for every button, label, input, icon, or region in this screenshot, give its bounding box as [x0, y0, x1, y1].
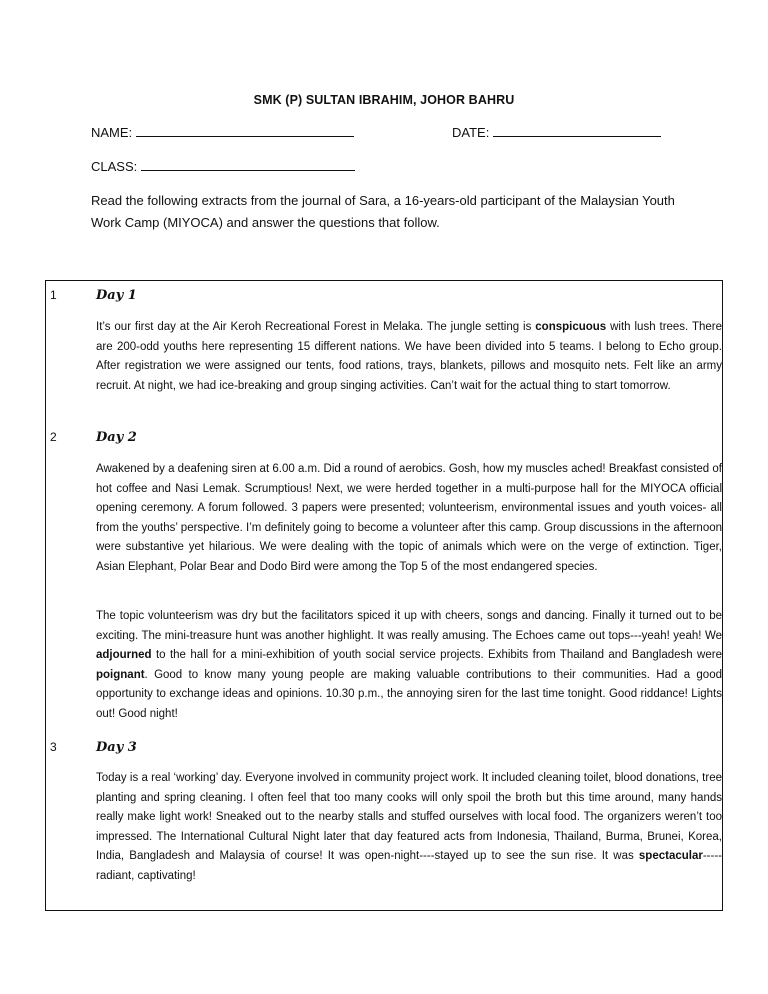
day-heading: Day 3 [96, 740, 137, 755]
extract-number: 3 [50, 740, 57, 754]
paragraph-text: . Good to know many young people are making valuable contributions to their communities. Had a good opportunity to exchange ideas and opinions. 10.30 p.m., the annoying siren for the last time tonight. Good riddance! Lights out! Good night! [96, 668, 722, 720]
vocabulary-keyword: poignant [96, 668, 145, 681]
paragraph-text: It’s our first day at the Air Keroh Recreational Forest in Melaka. The jungle setting is [96, 321, 536, 333]
instructions-text: Read the following extracts from the journal of Sara, a 16-years-old participant of the Malaysian Youth Work Camp (MIYOCA) and answer the questions that follow. [91, 193, 675, 230]
name-blank-line[interactable] [136, 125, 354, 137]
name-label: NAME: [91, 125, 133, 140]
paragraph-text: The topic volunteerism was dry but the facilitators spiced it up with cheers, songs and dancing. Finally it turned out to be exciting. The mini-treasure hunt was another highlight. It was really amusing. The Echoes came out tops---yeah! yeah! We [96, 610, 722, 642]
name-field[interactable] [91, 125, 354, 140]
school-title: SMK (P) SULTAN IBRAHIM, JOHOR BAHRU [253, 93, 515, 107]
paragraph-text: to the hall for a mini-exhibition of youth social service projects. Exhibits from Thailand and Bangladesh were [151, 649, 722, 661]
extract-number: 1 [50, 288, 57, 302]
vocabulary-keyword: spectacular [638, 850, 703, 862]
vocabulary-keyword: adjourned [96, 649, 152, 661]
journal-paragraph [96, 318, 722, 396]
class-field[interactable] [91, 159, 355, 174]
date-field[interactable] [452, 125, 661, 140]
journal-paragraph: Awakened by a deafening siren at 6.00 a.m. Did a round of aerobics. Gosh, how my muscles ached! Breakfast consisted of hot coffee and Nasi Lemak. Scrumptious! Next, we were herded together in a multi-purpose hall for the MIYOCA official opening ceremony. A forum followed. 3 papers were presented; volunteerism, environmental issues and youth voices- all from the youths’ perspective. I’m definitely going to become a volunteer after this camp. Group discussions in the afternoon were substantive yet hilarious. We were dealing with the topic of animals which were on the verge of extinction. Tiger, Asian Elephant, Polar Bear and Dodo Bird were among the Top 5 of the most endangered species. [96, 463, 722, 573]
date-label: DATE: [452, 125, 490, 140]
paragraph-text: Today is a real ‘working’ day. Everyone involved in community project work. It included cleaning toilet, blood donations, tree planting and spring cleaning. I often feel that too many cooks will only spoil the broth but this time around, many hands really make light work! Sneaked out to the nearby stalls and stuffed ourselves with local food. The organizers weren’t too impressed. The International Cultural Night later that day featured acts from Indonesia, Thailand, Burma, Brunei, Korea, India, Bangladesh and Malaysia of course! It was open-night----stayed up to see the sun rise. It was [96, 772, 722, 862]
class-blank-line[interactable] [141, 159, 355, 171]
day-heading: Day 2 [96, 430, 137, 445]
extract-number: 2 [50, 430, 57, 444]
paragraph-text: with lush trees. There are 200-odd youths here representing 15 different nations. We have been divided into 5 teams. I belong to Echo group. After registration we were assigned our tents, food rations, trays, blankets, pillows and mosquito nets. Felt like an army recruit. At night, we had ice-breaking and group singing activities. Can’t wait for the actual thing to start tomorrow. [96, 321, 722, 392]
date-blank-line[interactable] [493, 125, 661, 137]
journal-paragraph [96, 769, 722, 886]
paragraph-text: -----radiant, captivating! [96, 850, 722, 882]
vocabulary-keyword: conspicuous [535, 321, 607, 333]
day-heading: Day 1 [96, 288, 137, 303]
class-label: CLASS: [91, 159, 138, 174]
journal-paragraph [96, 607, 722, 724]
